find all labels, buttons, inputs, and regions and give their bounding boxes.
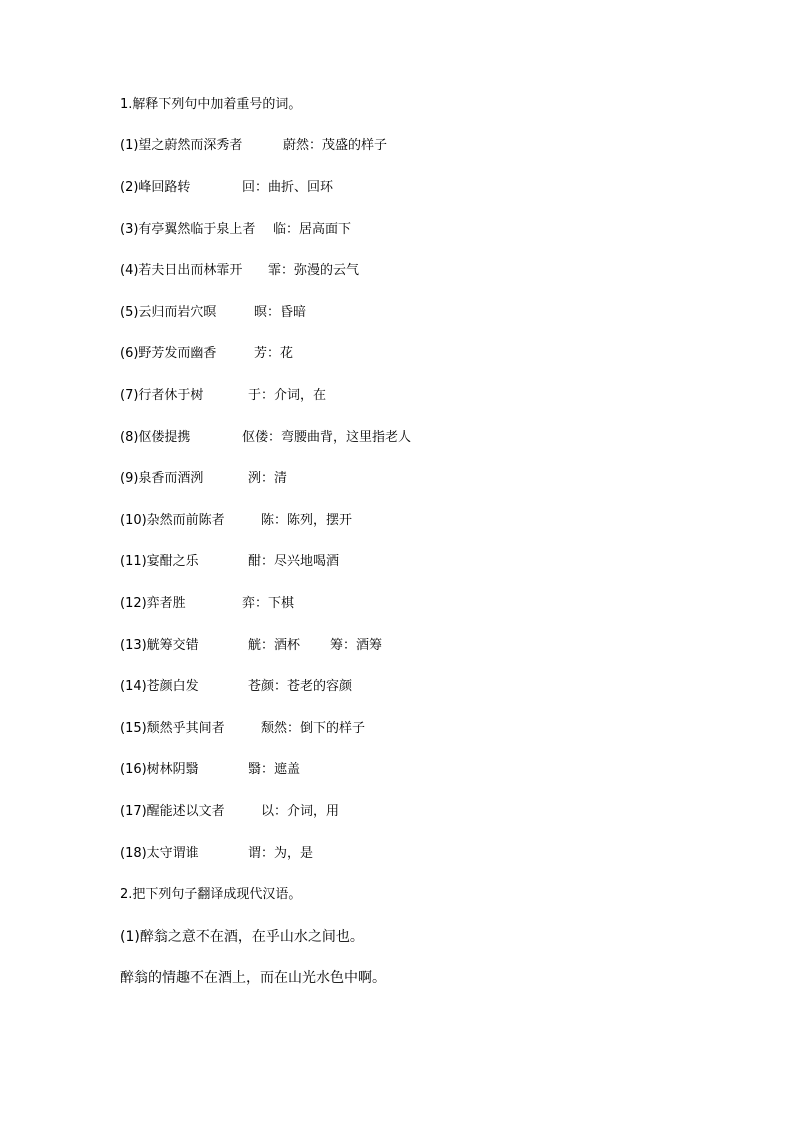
item-answer: 觥：酒杯 <box>248 638 301 653</box>
item-question: (14)苍颜白发 <box>120 679 199 694</box>
item-answer: 蔚然：茂盛的样子 <box>283 138 388 153</box>
list-item <box>120 138 388 154</box>
item-question: (8)伛偻提携 <box>120 430 191 445</box>
item-question: (4)若夫日出而林霏开 <box>120 263 243 278</box>
item-question: (10)杂然而前陈者 <box>120 513 225 528</box>
item-answer: 霏：弥漫的云气 <box>268 263 360 278</box>
item-answer: 陈：陈列，摆开 <box>261 513 353 528</box>
list-item <box>120 804 340 820</box>
item-question: (11)宴酣之乐 <box>120 554 199 569</box>
item-question: (12)弈者胜 <box>120 596 186 611</box>
list-item <box>120 222 352 238</box>
list-item <box>120 471 288 487</box>
list-item <box>120 762 301 778</box>
item-answer: 颓然：倒下的样子 <box>261 721 366 736</box>
item-answer: 洌：清 <box>248 471 288 486</box>
item-answer: 伛偻：弯腰曲背，这里指老人 <box>242 430 412 445</box>
item-question: (16)树林阴翳 <box>120 762 199 777</box>
item-question: (5)云归而岩穴暝 <box>120 305 217 320</box>
item-question: (13)觥筹交错 <box>120 638 199 653</box>
list-item <box>120 721 366 737</box>
list-item <box>120 596 295 612</box>
list-item <box>120 346 294 362</box>
item-answer-secondary: 筹：酒筹 <box>330 638 383 653</box>
item-question: (7)行者休于树 <box>120 388 204 403</box>
item-question: (6)野芳发而幽香 <box>120 346 217 361</box>
item-question: (15)颓然乎其间者 <box>120 721 225 736</box>
list-item <box>120 305 307 321</box>
list-item <box>120 513 353 529</box>
item-answer: 临：居高面下 <box>273 222 352 237</box>
list-item <box>120 554 340 570</box>
list-item <box>120 846 314 862</box>
translation-answer: 醉翁的情趣不在酒上，而在山光水色中啊。 <box>120 970 386 986</box>
item-question: (17)醒能述以文者 <box>120 804 225 819</box>
list-item <box>120 263 360 279</box>
list-item <box>120 180 334 196</box>
item-question: (2)峰回路转 <box>120 180 191 195</box>
item-answer: 谓：为，是 <box>248 846 314 861</box>
list-item <box>120 430 412 446</box>
list-item <box>120 638 383 654</box>
item-answer: 酣：尽兴地喝酒 <box>248 554 340 569</box>
translation-sentence: (1)醉翁之意不在酒，在乎山水之间也。 <box>120 929 364 945</box>
item-question: (3)有亭翼然临于泉上者 <box>120 222 256 237</box>
item-answer: 苍颜：苍老的容颜 <box>248 679 353 694</box>
list-item <box>120 388 327 404</box>
section1-title: 1.解释下列句中加着重号的词。 <box>120 97 302 112</box>
item-question: (9)泉香而酒洌 <box>120 471 204 486</box>
item-question: (1)望之蔚然而深秀者 <box>120 138 243 153</box>
section2-title: 2.把下列句子翻译成现代汉语。 <box>120 887 302 902</box>
item-answer: 翳：遮盖 <box>248 762 301 777</box>
item-answer: 暝：昏暗 <box>254 305 307 320</box>
item-answer: 以：介词，用 <box>261 804 340 819</box>
item-answer: 回：曲折、回环 <box>242 180 334 195</box>
item-question: (18)太守谓谁 <box>120 846 199 861</box>
item-answer: 弈：下棋 <box>242 596 295 611</box>
item-answer: 于：介词，在 <box>248 388 327 403</box>
item-answer: 芳：花 <box>254 346 294 361</box>
list-item <box>120 679 353 695</box>
